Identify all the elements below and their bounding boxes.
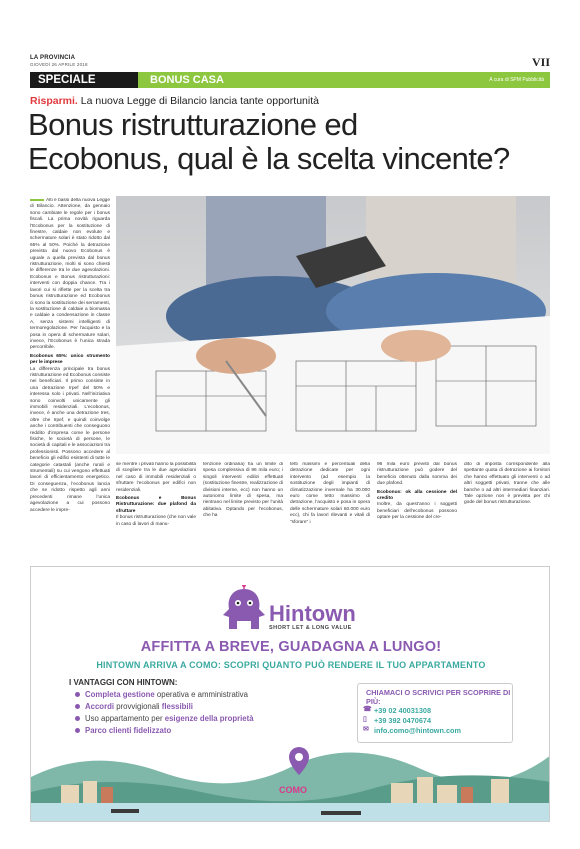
phone-1[interactable]: ☎ +39 02 40031308	[363, 706, 432, 715]
article-column-3: tenzione ordinaria) ha un limite di spesa complessiva di 96 mila euro; i singoli interventi edilizi effettuati (sostituzione finestre, realizzazione di divisioni interne, ecc) non hanno un autonomo limite di spesa, ma rientrano nel limite previsto per l’unità abitativa. Optando per l’ecobonus, che ha	[203, 462, 283, 519]
kicker-text: La nuova Legge di Bilancio lancia tante opportunità	[80, 95, 319, 107]
subheading-plafond: Ecobonus e Bonus Ristrutturazione: due plafond da sfruttare	[116, 496, 196, 514]
benefit-item: Parco clienti fidelizzato	[75, 725, 254, 737]
column-5-text-b: Inoltre, da quest’anno i soggetti beneficiari dell’ecobonus possono optare per la cessione del cre-	[377, 502, 457, 521]
article-column-5	[377, 462, 457, 554]
bullet-icon	[75, 704, 80, 709]
page-number: VII	[531, 55, 550, 69]
benefits-list	[75, 689, 254, 737]
hintown-logo: Hintown	[269, 601, 356, 626]
issue-date: GIOVEDÌ 26 APRILE 2018	[30, 62, 88, 67]
mobile-icon: ▯	[363, 716, 367, 723]
section-bar	[30, 72, 550, 88]
blueprint-illustration	[116, 196, 550, 454]
benefits-title: I VANTAGGI CON HINTOWN:	[69, 678, 178, 687]
section-credit: A cura di SPM Pubblicità	[489, 77, 544, 83]
newspaper-name: LA PROVINCIA	[30, 55, 76, 61]
article-photo	[116, 196, 550, 454]
column-2-text-b: Il bonus ristrutturazione (che non vale in caso di lavori di manu-	[116, 515, 196, 527]
article-column-4: tetti massimi e percentuali della detrazione dedicate per ogni intervento (ad esempio la sostituzione degli impianti di climatizzazione invernale ha 30.000 euro come tetto massimo di detrazione, l’acquisto e posa in opera delle schermature solari 60.000 euro ecc), chi fa lavori rilevanti e vitali di “sforare” i	[290, 462, 370, 525]
masthead	[30, 55, 88, 67]
subheading-imprese: Ecobonus 65%: unico strumento per le imprese	[30, 353, 110, 366]
como-landscape-illustration	[31, 737, 550, 822]
benefit-item: Accordi provvigionali flessibili	[75, 701, 254, 713]
email-link[interactable]: ✉ info.como@hintown.com	[363, 726, 461, 735]
bullet-icon	[75, 728, 80, 733]
hintown-advertisement	[30, 566, 550, 822]
section-label: SPECIALE	[30, 72, 138, 88]
phone-icon: ☎	[363, 706, 372, 713]
article-column-1	[30, 198, 110, 554]
bullet-icon	[75, 716, 80, 721]
article-column-2	[116, 462, 196, 554]
ad-subheadline: HINTOWN ARRIVA A COMO: SCOPRI QUANTO PUÒ RENDERE IL TUO APPARTAMENTO	[96, 660, 486, 670]
title-line-2: Ecobonus, qual è la scelta vincente?	[28, 141, 510, 176]
kicker-keyword: Risparmi.	[30, 95, 78, 107]
hintown-mascot-icon	[221, 585, 267, 635]
contact-box	[357, 683, 513, 743]
article-kicker	[30, 95, 319, 107]
subheading-credito: Ecobonus: ok alla cessione del credito	[377, 489, 457, 502]
section-topic: BONUS CASA	[150, 74, 224, 86]
benefit-item: Completa gestione operativa e amministrativa	[75, 689, 254, 701]
column-1-text: Alti e bassi della nuova Legge di Bilancio. Attenzione, da gennaio sono cambiate le regole per i bonus fiscali. La prima novità riguarda l’Ecobonus per la sostituzione di finestre, caldaie non evolute e schermature solari è stato ridotto dal 65% al 50%. Poiché la detrazione prevista dal nuovo Ecobonus è uguale a quella prevista dal bonus ristrutturazione, molti si sono chiesti le differenze tra le due agevolazioni. Ecobonus e Bonus ristrutturazioni: interventi con doppia chance. Tra i lavori cui si riflette per la scelta tra bonus ristrutturazione ed Ecobonus ci sono la sostituzione dei serramenti, la sostituzione di caldaie a biomassa e caldaie a condensazione in classe A, senza sistemi intelligenti di termoregolazione. Per l’acquisto e la posa in opera di schermature solari, invece, l’Ecobonus è l’unica strada percorribile.	[30, 198, 110, 351]
hintown-tagline: SHORT LET & LONG VALUE	[269, 625, 352, 631]
bullet-icon	[75, 692, 80, 697]
mail-icon: ✉	[363, 726, 369, 733]
column-1-text-b: La differenza principale tra bonus ristrutturazione ed Ecobonus consiste nei beneficiari. Il primo consiste in una detrazione Irpef del 50% e interessa solo i privati. Nell’iniziativa sono coinvolti unicamente gli immobili residenziali. L’ecobonus, invece, è anche una detrazione Ires, oltre che Irpef, e quindi coinvolge anche i contribuenti che conseguono reddito d’impresa come le persone fisiche, le società di persone, le società di capitali e le associazioni tra professionisti. Possono accedere al beneficio gli edifici esistenti di tutte le categorie catastali (anche rurali e strumentali) su cui vengono effettuati lavori di efficientamento energetico. Di conseguenza, l’ecobonus lancia che se ridotto rispetto agli anni precedenti rimane l’unica agevolazione a cui possono accedere le impre-	[30, 366, 110, 513]
benefit-item: Uso appartamento per esigenze della proprietà	[75, 713, 254, 725]
phone-2[interactable]: ▯ +39 392 0470674	[363, 716, 432, 725]
ad-headline: AFFITTA A BREVE, GUADAGNA A LUNGO!	[140, 639, 442, 655]
column-5-text: 96 mila euro previsti dal bonus ristrutturazione può godere del beneficio ottenuto dalla somma dei due plafond.	[377, 462, 457, 487]
article-column-6: dito di imposta corrispondente alla spettante quota di detrazione ai fornitori che hanno effettuato gli interventi o ad altri soggetti privati, tranne che alle banche o ad altri intermediari finanziari. Tale opzione non è prevista per chi gode del bonus ristrutturazione.	[464, 462, 550, 506]
article-title	[28, 108, 553, 176]
lead-rule	[30, 199, 44, 201]
city-label: COMO	[279, 785, 307, 795]
contact-title: CHIAMACI O SCRIVICI PER SCOPRIRE DI PIÙ:	[366, 688, 511, 706]
title-line-1: Bonus ristrutturazione ed	[28, 107, 358, 142]
column-2-text: se mentre i privati hanno la possibilità di scegliere tra le due agevolazioni nel caso di immobili residenziali o sfruttare l’ecobonus per edifici non residenziali.	[116, 462, 196, 493]
